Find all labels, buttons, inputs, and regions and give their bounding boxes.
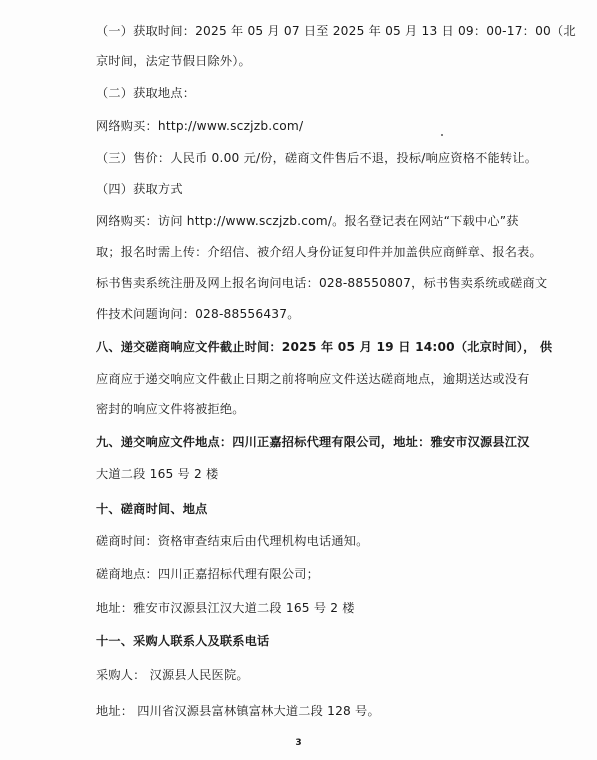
scan-artifact <box>441 134 443 136</box>
text-line-acquire-time-cont: 京时间，法定节假日除外）。 <box>96 54 251 68</box>
page-number: 3 <box>295 738 302 748</box>
text-line-purchaser: 采购人： 汉源县人民医院。 <box>96 668 249 682</box>
section-9-submission-place: 九、递交响应文件地点：四川正嘉招标代理有限公司，地址：雅安市汉源县江汉 <box>96 435 530 449</box>
text-line-online-purchase: 网络购买：http://www.sczjzb.com/ <box>96 119 304 133</box>
section-10-consultation: 十、磋商时间、地点 <box>96 502 208 516</box>
text-line-consultation-place: 磋商地点：四川正嘉招标代理有限公司； <box>96 567 319 581</box>
text-line-acquire-method: （四）获取方式 <box>96 182 183 196</box>
text-line-purchaser-address: 地址： 四川省汉源县富林镇富林大道二段 128 号。 <box>96 704 380 718</box>
text-line-deadline-cont: 应商应于递交响应文件截止日期之前将响应文件送达磋商地点，逾期送达或没有 <box>96 372 530 386</box>
text-line-online-visit: 网络购买：访问 http://www.sczjzb.com/。报名登记表在网站“下载中心”获 <box>96 214 519 228</box>
text-line-acquire-place: （二）获取地点： <box>96 86 196 100</box>
section-8-deadline: 八、递交磋商响应文件截止时间：2025 年 05 月 19 日 14:00（北京时间）， 供 <box>96 340 553 354</box>
text-line-price: （三）售价：人民币 0.00 元/份，磋商文件售后不退，投标/响应资格不能转让。 <box>96 151 538 165</box>
text-line-registration-upload: 取；报名时需上传：介绍信、被介绍人身份证复印件并加盖供应商鲜章、报名表。 <box>96 245 542 259</box>
text-line-tech-phone: 件技术问题询问：028-88556437。 <box>96 307 300 321</box>
text-line-submission-address: 大道二段 165 号 2 楼 <box>96 467 219 481</box>
text-line-deadline-cont-2: 密封的响应文件将被拒绝。 <box>96 402 245 416</box>
text-line-consultation-time: 磋商时间：资格审查结束后由代理机构电话通知。 <box>96 534 369 548</box>
section-11-purchaser-contact: 十一、采购人联系人及联系电话 <box>96 634 270 648</box>
text-line-acquire-time: （一）获取时间：2025 年 05 月 07 日至 2025 年 05 月 13 日 09：00-17：00（北 <box>96 24 576 38</box>
text-line-registration-phone: 标书售卖系统注册及网上报名询问电话：028-88550807，标书售卖系统或磋商文 <box>96 276 548 290</box>
text-line-consultation-address: 地址：雅安市汉源县江汉大道二段 165 号 2 楼 <box>96 601 355 615</box>
